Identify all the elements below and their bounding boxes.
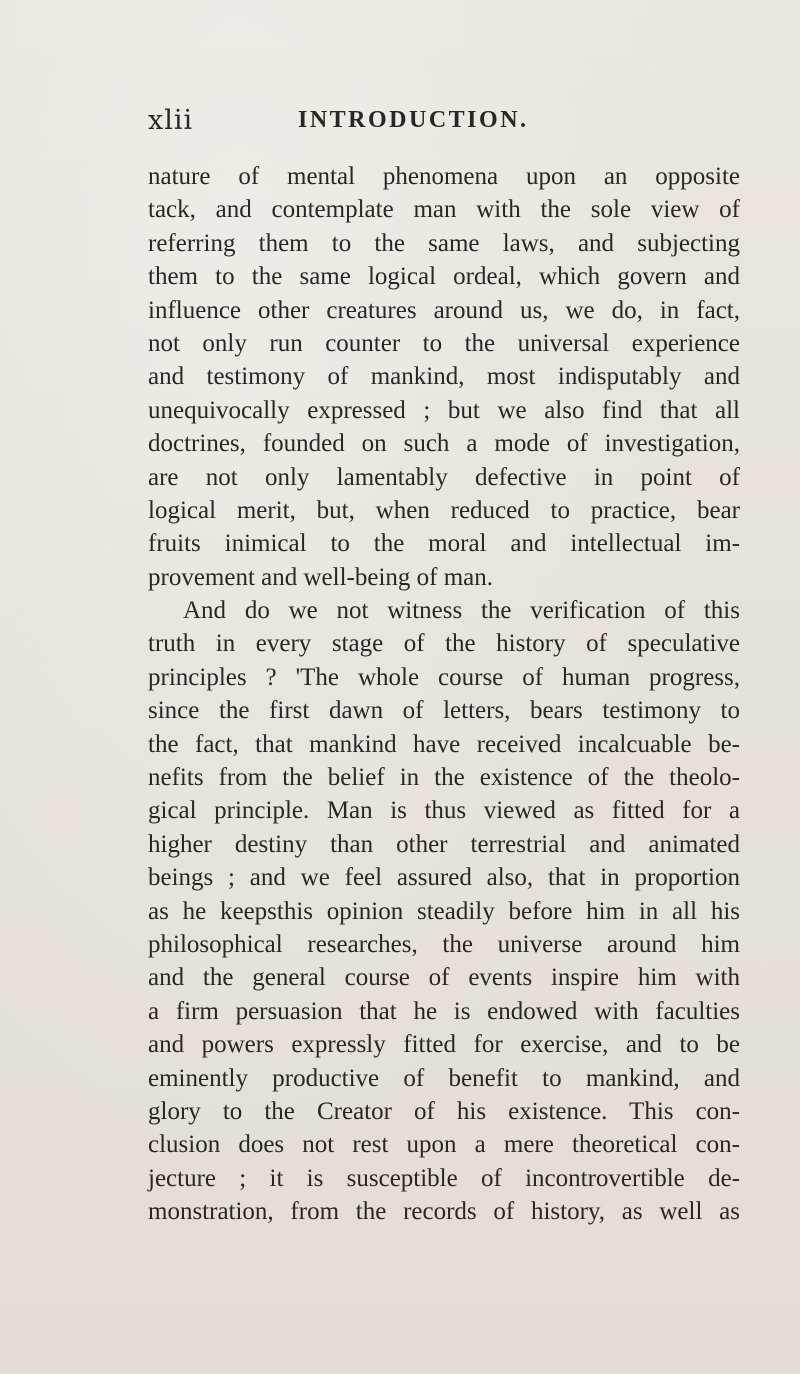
text-line: jecture ; it is susceptible of incontrovertible de- <box>148 1164 740 1192</box>
text-line: gical principle. Man is thus viewed as fitted for a <box>148 797 740 825</box>
text-line: as he keepsthis opinion steadily before him in all his <box>148 897 740 925</box>
text-line: nature of mental phenomena upon an opposite <box>148 163 740 190</box>
text-line: higher destiny than other terrestrial and animated <box>148 830 740 858</box>
text-line: unequivocally expressed ; but we also find that all <box>148 396 740 424</box>
running-head <box>148 105 738 145</box>
text-line: a firm persuasion that he is endowed with faculties <box>148 997 740 1025</box>
text-line: fruits inimical to the moral and intellectual im- <box>148 530 740 558</box>
text-line: clusion does not rest upon a mere theoretical con- <box>148 1131 740 1159</box>
running-title: INTRODUCTION. <box>298 107 529 133</box>
text-line: tack, and contemplate man with the sole view of <box>148 196 740 224</box>
text-line: doctrines, founded on such a mode of investigation, <box>148 430 740 458</box>
text-line: monstration, from the records of history, as well as <box>148 1198 740 1226</box>
text-line: principles ? 'The whole course of human progress, <box>148 663 740 691</box>
text-line: and the general course of events inspire him with <box>148 964 740 992</box>
paragraph-end-line: provement and well-being of man. <box>148 563 494 591</box>
text-line: and testimony of mankind, most indisputably and <box>148 363 740 391</box>
text-line: influence other creatures around us, we do, in fact, <box>148 296 740 324</box>
body-text <box>148 160 740 1229</box>
paragraph-first-line: And do we not witness the verification of this <box>183 597 740 625</box>
text-line: beings ; and we feel assured also, that in proportion <box>148 864 740 892</box>
text-line: the fact, that mankind have received incalcuable be- <box>148 730 740 758</box>
text-line: truth in every stage of the history of speculative <box>148 630 740 658</box>
page-number: xlii <box>148 105 194 136</box>
text-line: and powers expressly fitted for exercise, and to be <box>148 1031 740 1059</box>
text-line: philosophical researches, the universe around him <box>148 930 740 958</box>
text-line: eminently productive of benefit to mankind, and <box>148 1064 740 1092</box>
text-line: since the first dawn of letters, bears testimony to <box>148 697 740 725</box>
text-line: are not only lamentably defective in point of <box>148 463 740 491</box>
text-line: not only run counter to the universal experience <box>148 329 740 357</box>
text-line: glory to the Creator of his existence. This con- <box>148 1097 740 1125</box>
text-line: nefits from the belief in the existence of the theolo- <box>148 764 740 792</box>
text-line: referring them to the same laws, and subjecting <box>148 229 740 257</box>
text-line: them to the same logical ordeal, which govern and <box>148 263 740 291</box>
text-line: logical merit, but, when reduced to practice, bear <box>148 496 740 524</box>
